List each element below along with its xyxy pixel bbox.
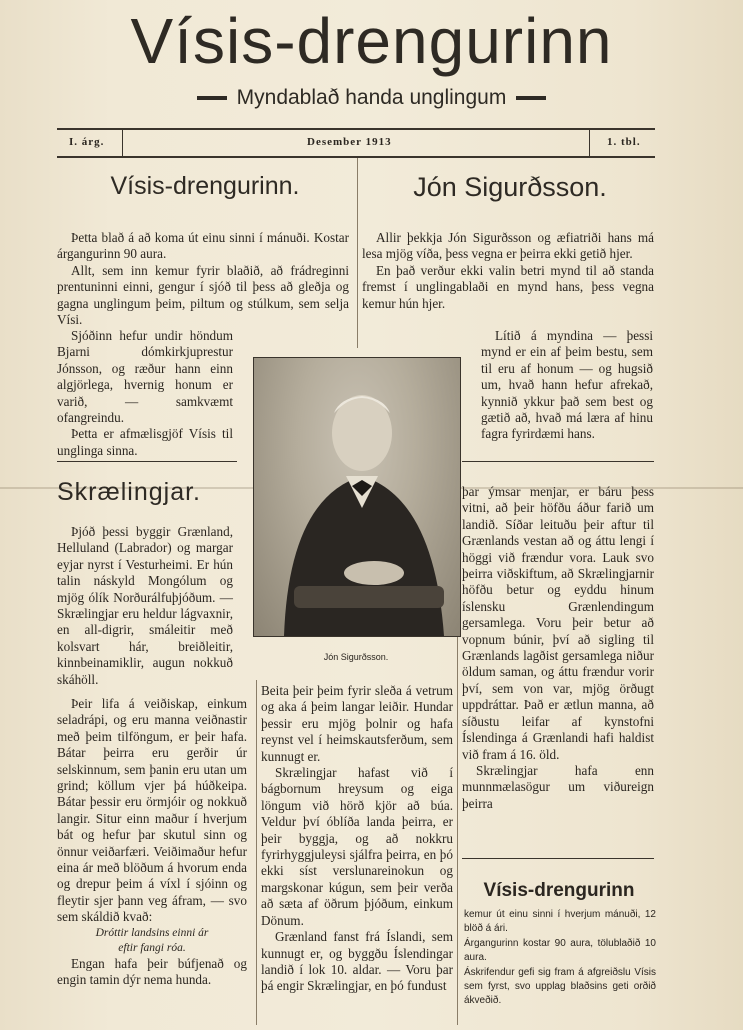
verse-line: Dróttir landsins einni ár <box>95 926 209 939</box>
intro-paragraph: Sjóðinn hefur undir höndum Bjarni dómkirkjuprestur Jónsson, og ræður hann einn algjörlega, hvernig honum er varið, — samkvæmt ofangreindu. <box>57 328 233 426</box>
ad-divider <box>462 858 654 859</box>
masthead-title: Vísis-drengurinn <box>130 5 613 77</box>
section-divider <box>462 461 654 462</box>
issue-number: 1. tbl. <box>607 136 641 148</box>
subtitle-text: Myndablað handa unglingum <box>236 86 507 109</box>
masthead-subtitle <box>0 86 743 110</box>
ad-line: Árgangurinn kostar 90 aura, tölublaðið 10 aura. <box>464 937 656 964</box>
middle-column-text <box>261 683 453 995</box>
article-paragraph: þar ýmsar menjar, er báru þess vitni, að þeir höfðu áður farið um landið. Síðar leituðu þeir aftur til Grænlands vestan að og áttu lengi í höggi við frændur vora. Lauk svo þeirra viðskiftum, að Skrælingjarnir höfðu betur og eyddu hinum íslensku Grænlendingum gersamlega. Voru þeir betur að vopnum búnir, því að sigling til Grænlands lagðist gersamlega niður öldum saman, og áttu frændur vorir því, sem von var, mjög örðugt uppdráttar. Það er ætlun manna, að síðustu leifar af kynstofni Íslendinga á Grænlandi hafi haldist við fram á 16. öld. <box>462 484 654 762</box>
photo-caption: Jón Sigurðsson. <box>323 652 389 662</box>
column-rule-left <box>256 680 257 1025</box>
issue-divider-right <box>589 130 590 156</box>
article-paragraph: Skrælingjar hafa enn munnmælasögur um viðureign þeirra <box>462 762 654 811</box>
jon-text-lower <box>481 328 653 443</box>
article-paragraph: En það verður ekki valin betri mynd til að standa fremst í unglingablaði en mynd hans, þess vegna kemur hún hjer. <box>362 262 654 311</box>
verse-line: eftir fangi róa. <box>118 941 186 954</box>
article-paragraph: Þjóð þessi byggir Grænland, Helluland (Labrador) og margar eyjar nyrst í Vesturheimi. Er hún talin náskyld Mongólum og mjög ólík Norðurálfuþjóðum. — Skrælingjar eru heldur lágvaxnir, en all-digrir, smáleitir með kolsvart hár, breiðleitir, kinnbeinamiklir, augun nokkuð skáhöll. <box>57 524 233 687</box>
heading-skraelingjar: Skrælingjar. <box>57 478 201 506</box>
right-column-text <box>462 484 654 812</box>
intro-paragraph-group-a <box>57 230 349 328</box>
article-paragraph: Þeir lifa á veiðiskap, einkum seladrápi, og eru manna veiðnastir með þeim tilföngum, er þeir hafa. Bátar þeirra eru gerðir úr selskinnum, sem þanin eru utan um grind; köllum vjer þá húðkeipa. Bátar þessir eru örmjóir og nokkuð langir. Situr einn maður í hverjum bát og hefur þar skutul sinn og önnur veiðarfæri. Veiðimaður hefur eina ár með blöðum á hvorum enda og drepur þeim á víxl í sjóinn og fleytir sjer þann veg áfram, — svo sem skáldið kvað: <box>57 696 247 925</box>
portrait-illustration <box>254 358 460 636</box>
column-rule-top <box>357 158 358 348</box>
heading-jon-sigurdsson: Jón Sigurðsson. <box>413 172 607 202</box>
section-divider <box>57 461 237 462</box>
subtitle-dash-left <box>197 96 227 100</box>
ad-title: Vísis-drengurinn <box>483 880 635 901</box>
article-paragraph: Skrælingjar hafast við í bágbornum hreysum og eiga löngum við hörð kjör að búa. Veldur því óblíða landa þeirra, er þeir byggja, og að nokkru fyrirhyggjuleysi sjálfra þeirra, en þó ekki síst verslunareinokun og margskonar kúgun, sem þeir verða að sæta af öðrum þjóðum, einkum Dönum. <box>261 765 453 928</box>
intro-paragraph: Allt, sem inn kemur fyrir blaðið, að frádreginni prentuninni einni, gengur í sjóð til þess að gleðja og gagna unglingum þeim, piltum og stúlkum, sem selja Vísi. <box>57 262 349 328</box>
jon-text-upper <box>362 230 654 312</box>
issue-year: I. árg. <box>69 136 105 148</box>
portrait-photo <box>253 357 461 637</box>
article-paragraph: Allir þekkja Jón Sigurðsson og æfiatriði hans má lesa mjög víða, þess vegna er þeirra ekki getið hjer. <box>362 230 654 262</box>
issue-divider-left <box>122 130 123 156</box>
ad-line: Áskrifendur gefi sig fram á afgreiðslu Vísis sem fyrst, svo upplag blaðsins geti orðið ákveðið. <box>464 966 656 1007</box>
issue-bar <box>57 128 655 158</box>
article-paragraph: Beita þeir þeim fyrir sleða á vetrum og aka á þeim langar leiðir. Hundar þessir eru mjög þolnir og hafa reynst vel í heimskautsferðum, sem kunnugt er. <box>261 683 453 764</box>
ad-text <box>464 908 656 1009</box>
article-paragraph: Grænland fanst frá Íslandi, sem kunnugt er, og byggðu Íslendingar landið í lok 10. aldar. — Voru þar þá engir Skrælingjar, en þó fundust <box>261 929 453 994</box>
subtitle-dash-right <box>516 96 546 100</box>
heading-visis-drengurinn: Vísis-drengurinn. <box>110 172 300 200</box>
intro-paragraph: Þetta er afmælisgjöf Vísis til unglinga sinna. <box>57 426 233 458</box>
intro-paragraph: Þetta blað á að koma út einu sinni í mánuði. Kostar árgangurinn 90 aura. <box>57 230 349 262</box>
issue-date: Desember 1913 <box>307 136 392 148</box>
intro-paragraph-group-b <box>57 328 233 459</box>
skraelingjar-text-upper <box>57 524 233 688</box>
article-paragraph: Lítið á myndina — þessi mynd er ein af þeim bestu, sem til eru af honum — og hugsið um, hvað hann hefur afrekað, kynnið ykkur það sem best og gætið að, hvað má læra af hinu fagra fyrirdæmi hans. <box>481 328 653 442</box>
article-paragraph: Engan hafa þeir búfjenað og engin tamin dýr nema hunda. <box>57 955 247 988</box>
skraelingjar-text-lower <box>57 696 247 989</box>
ad-line: kemur út einu sinni í hverjum mánuði, 12 blöð á ári. <box>464 909 656 935</box>
